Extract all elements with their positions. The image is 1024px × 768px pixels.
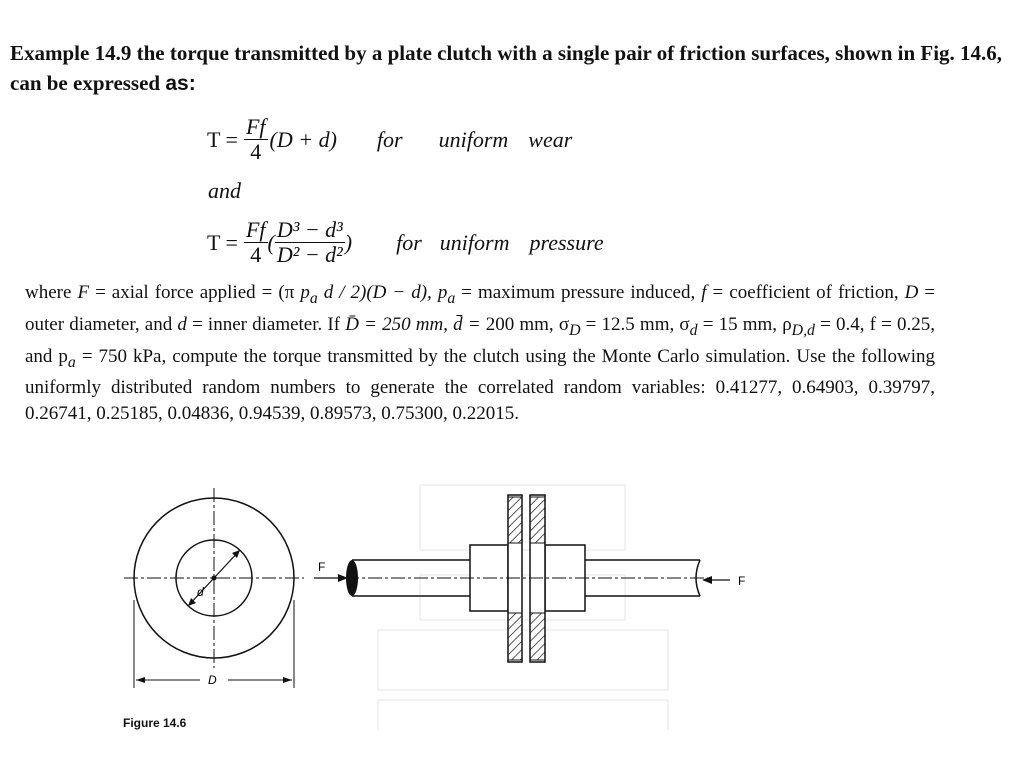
eq2-num2: D³ − d³ xyxy=(276,217,343,242)
sub-d: d xyxy=(689,321,698,339)
and-word: and xyxy=(208,178,241,203)
var-D: D xyxy=(904,282,919,303)
eq1-num: Ff xyxy=(245,114,266,139)
text-after-pa1: d / 2)(D − d), xyxy=(317,282,432,303)
eq2-fraction xyxy=(244,218,268,267)
eq1-condition: wear xyxy=(528,126,573,152)
var-F: F xyxy=(77,282,90,303)
text-v5: = 750 kPa, compute the torque transmitted by the clutch using the Monte Carlo simulation. Use the following uniformly distributed random numbers to generate the correlated random variables: 0.41277, 0.64903, 0.39797, 0.26741, 0.25185, 0.04836, 0.94539, 0.89573, 0.75300, 0.22015. xyxy=(25,345,936,425)
sub-D: D xyxy=(569,321,581,339)
text-v3: = 15 mm, ρ xyxy=(697,313,792,335)
sub-a2: a xyxy=(447,289,456,307)
eq1-uniform: uniform xyxy=(438,126,509,152)
eq1-for: for xyxy=(376,126,403,152)
sub-a1: a xyxy=(309,289,318,307)
eq1-rest: (D + d) xyxy=(269,126,337,152)
title-tail: as: xyxy=(165,72,196,95)
eq1-fraction xyxy=(244,115,268,164)
label-D: D xyxy=(208,673,217,687)
eq2-open: ( xyxy=(267,229,275,255)
faint-background-boxes xyxy=(378,485,668,730)
lining-bottom-right xyxy=(530,613,545,660)
text-v2: = 12.5 mm, σ xyxy=(580,313,690,335)
eq2-den2: D² − d² xyxy=(276,242,343,267)
problem-text xyxy=(25,280,935,427)
eq2-num: Ff xyxy=(245,217,266,242)
problem-statement xyxy=(25,280,935,427)
eq2-fraction-inner xyxy=(275,218,345,267)
equation-uniform-wear xyxy=(207,115,572,164)
text-axial: = axial force applied = (π xyxy=(95,282,295,303)
text-values: 200 mm, σ xyxy=(485,313,570,335)
clutch-figure xyxy=(0,470,1024,730)
text-inner: = inner diameter. If xyxy=(192,313,341,335)
equation-uniform-pressure xyxy=(207,218,604,267)
lining-top-left xyxy=(508,497,522,543)
eq2-for: for xyxy=(396,229,422,255)
eq2-lhs: T = xyxy=(207,229,238,255)
label-F-left: F xyxy=(318,560,326,574)
sub-Dd: D,d xyxy=(791,321,815,339)
eq1-den: 4 xyxy=(250,139,262,164)
var-d: d xyxy=(177,313,187,335)
sub-a3: a xyxy=(67,353,76,371)
eq2-uniform: uniform xyxy=(439,229,510,255)
dim-arrow-left xyxy=(136,677,145,683)
eq2-condition: pressure xyxy=(529,229,604,255)
label-d: d xyxy=(197,585,204,599)
title-main: Example 14.9 the torque transmitted by a plate clutch with a single pair of friction surfaces, shown in Fig. 14.6, can be expressed xyxy=(10,41,1003,95)
text-dbar: d̄ = xyxy=(453,313,481,335)
word-where: where xyxy=(25,282,72,303)
label-F-right: F xyxy=(738,574,746,588)
lining-bottom-left xyxy=(508,613,522,660)
lining-top-right xyxy=(530,497,545,543)
clutch-side-view xyxy=(314,495,745,662)
text-Dbar: D̄ = 250 mm, xyxy=(345,313,448,335)
force-arrowhead-right xyxy=(702,576,712,584)
text-outer: = outer diameter, and xyxy=(25,282,936,335)
center-dot xyxy=(212,576,217,581)
var-f: f xyxy=(701,282,707,303)
eq2-close: ) xyxy=(344,229,353,255)
text-coeff: = coefficient of friction, xyxy=(712,282,899,303)
var-pa2: p xyxy=(437,282,448,303)
var-pa1: p xyxy=(300,282,310,303)
eq2-den: 4 xyxy=(250,242,262,267)
eq1-lhs: T = xyxy=(207,126,238,152)
example-title xyxy=(10,38,1010,99)
dim-arrow-right xyxy=(283,677,292,683)
text-max: = maximum pressure induced, xyxy=(461,282,696,303)
figure-caption: Figure 14.6 xyxy=(123,716,187,730)
text-v4: = 0.4, f = 0.25, and p xyxy=(25,313,935,367)
clutch-end-view xyxy=(124,488,304,688)
